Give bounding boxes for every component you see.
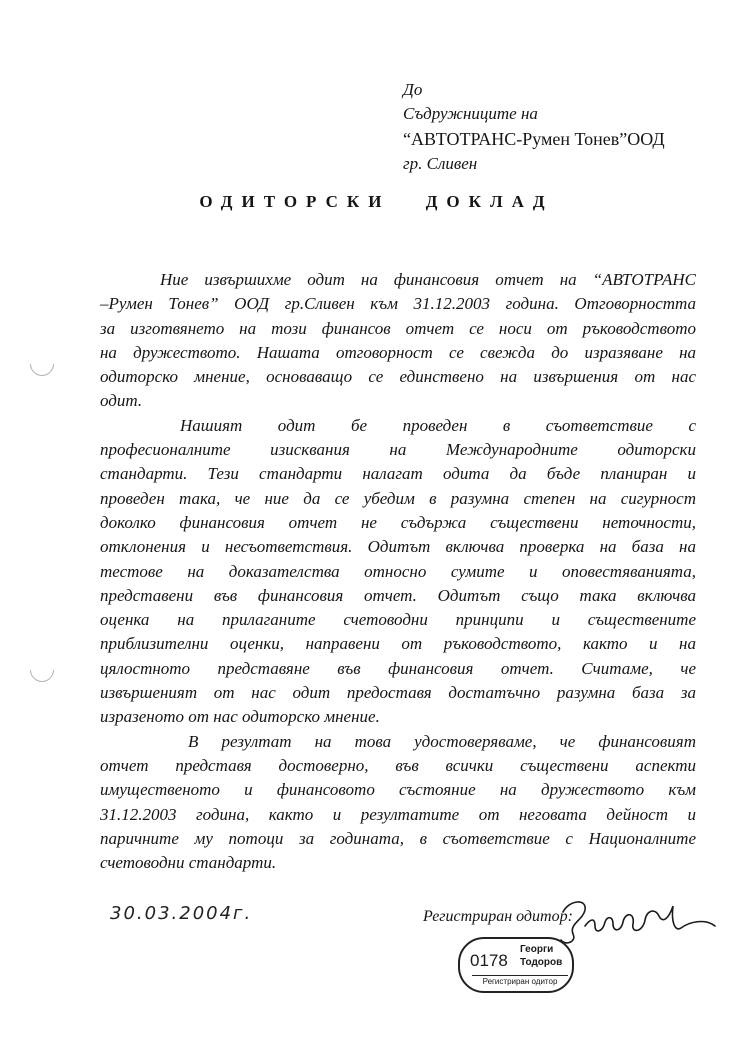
text-line: цялостното представяне във финансовия отчет. Считаме, че — [100, 658, 696, 678]
addressee-company: “АВТОТРАНС-Румен Тонев”ООД — [403, 129, 665, 149]
text-line: на дружеството. Нашата отговорност се свежда до изразяване на — [100, 342, 696, 362]
stamp-subtitle: Регистриран одитор — [472, 975, 568, 986]
text-line: професионалните изисквания на Международните одиторски — [100, 440, 696, 460]
punch-hole-mark — [25, 653, 59, 687]
text-line: за изготвянето на този финансов отчет се носи от ръководството — [100, 318, 696, 338]
text-line: счетоводни стандарти. — [100, 853, 277, 873]
stamp-name-first: Георги — [520, 944, 554, 955]
text-line: Нашият одит бе проведен в съответствие с — [180, 415, 696, 435]
text-line: одиторско мнение, основаващо се единствено на извършения от нас — [100, 367, 696, 387]
text-line: Ние извършихме одит на финансовия отчет на “АВТОТРАНС — [160, 270, 696, 289]
text-line: стандарти. Тези стандарти налагат одита да бъде планиран и — [100, 464, 696, 484]
report-title: ОДИТОРСКИ ДОКЛАД — [199, 192, 554, 211]
auditor-signature — [555, 888, 725, 963]
paragraph-opinion — [100, 730, 696, 876]
paragraph-opinion-scope — [100, 268, 696, 414]
stamp-number: 0178 — [470, 951, 508, 970]
auditor-label: Регистриран одитор: — [423, 908, 573, 925]
text-line: 31.12.2003 година, както и резултатите от неговата дейност и — [100, 804, 696, 824]
addressee-partners: Съдружниците на — [403, 104, 538, 123]
text-line: отклонения и несъответствия. Одитът включва проверка на база на — [100, 537, 696, 557]
text-line: паричните му потоци за годината, в съответствие с Националните — [100, 828, 696, 848]
handwritten-date: 30.03.2004г. — [110, 903, 253, 924]
text-line: проведен така, че ние да се убедим в разумна степен на сигурност — [100, 488, 696, 508]
text-line: тестове на доказателства относно сумите и оповестяванията, — [100, 561, 696, 581]
text-line: доколко финансовия отчет не съдържа съществени неточности, — [100, 512, 696, 532]
text-line: извършеният от нас одит предоставя достатъчно разумна база за — [100, 683, 696, 703]
punch-hole-mark — [25, 347, 59, 381]
text-line: приблизителни оценки, направени от ръководството, както и на — [100, 634, 696, 654]
auditor-stamp — [458, 937, 574, 993]
text-line: одит. — [100, 391, 143, 411]
text-line: представени във финансовия отчет. Одитът също така включва — [100, 585, 696, 605]
text-line: –Румен Тонев” ООД гр.Сливен към 31.12.2003 година. Отговорността — [100, 294, 696, 314]
addressee-city: гр. Сливен — [403, 154, 478, 173]
text-line: В резултат на това удостоверяваме, че финансовият — [188, 731, 696, 751]
report-body — [100, 268, 696, 875]
text-line: имущественото и финансовото състояние на дружеството към — [100, 780, 696, 800]
text-line: оценка на прилаганите счетоводни принципи и съществените — [100, 610, 696, 630]
stamp-name-last: Тодоров — [520, 957, 563, 968]
paragraph-audit-basis — [100, 414, 696, 730]
addressee-to: До — [403, 80, 423, 99]
text-line: отчет представя достоверно, във всички съществени аспекти — [100, 755, 696, 775]
addressee-block — [403, 78, 665, 176]
text-line: изразеното от нас одиторско мнение. — [100, 707, 380, 727]
